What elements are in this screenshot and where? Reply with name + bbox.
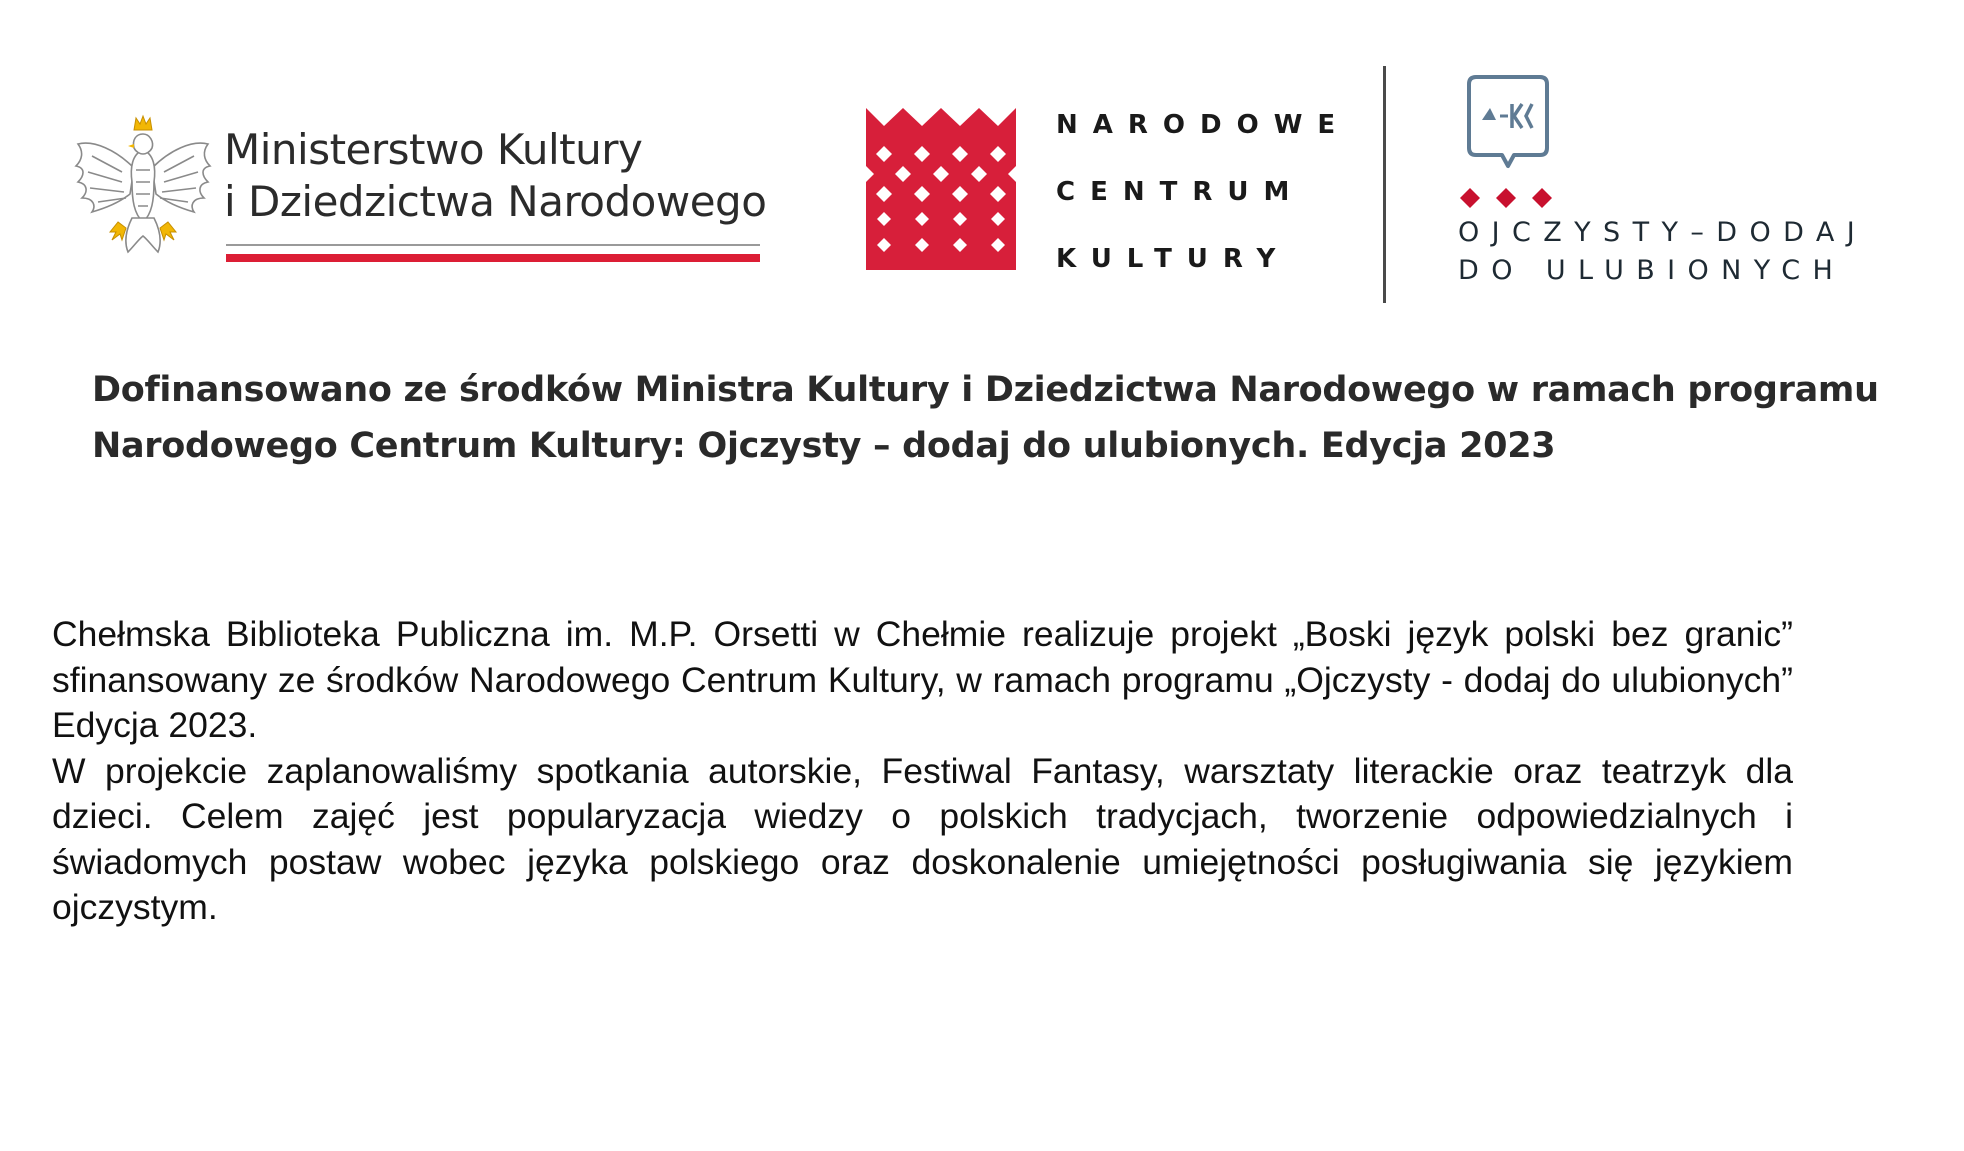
- project-description: [52, 612, 1793, 931]
- ministry-red-rule: [226, 254, 760, 262]
- ministry-logo: [72, 110, 772, 270]
- logo-bar: [0, 0, 1964, 330]
- ojczysty-line1: OJCZYSTY–DODAJ: [1458, 217, 1868, 248]
- ojczysty-line2: DO ULUBIONYCH: [1458, 255, 1846, 286]
- nck-logo: [866, 108, 1351, 278]
- ojczysty-logo: [1458, 74, 1938, 294]
- funding-line2: Narodowego Centrum Kultury: Ojczysty – dodaj do ulubionych. Edycja 2023: [92, 426, 1556, 466]
- nck-wordmark: [1056, 110, 1350, 311]
- ministry-name-line1: Ministerstwo Kultury: [224, 125, 643, 174]
- white-eagle-icon: [72, 110, 214, 260]
- nck-word-kultury: KULTURY: [1056, 244, 1291, 274]
- red-diamonds-icon: [1458, 184, 1568, 214]
- ministry-grey-rule: [226, 244, 760, 246]
- funding-statement: [92, 362, 1932, 474]
- funding-line1: Dofinansowano ze środków Ministra Kultury i Dziedzictwa Narodowego w ramach programu: [92, 370, 1879, 410]
- description-paragraph-1: Chełmska Biblioteka Publiczna im. M.P. Orsetti w Chełmie realizuje projekt „Boski język polski bez granic” sfinansowany ze środków Narodowego Centrum Kultury, w ramach programu „Ojczysty - dodaj do ulubionych” Edycja 2023.: [52, 614, 1793, 745]
- speech-bubble-icon: [1466, 74, 1550, 170]
- nck-word-centrum: CENTRUM: [1056, 177, 1305, 207]
- ministry-name: [224, 124, 766, 228]
- nck-word-narodowe: NARODOWE: [1056, 110, 1351, 140]
- logo-divider: [1383, 66, 1386, 303]
- description-paragraph-2: W projekcie zaplanowaliśmy spotkania autorskie, Festiwal Fantasy, warsztaty literackie oraz teatrzyk dla dzieci. Celem zajęć jest popularyzacja wiedzy o polskich tradycjach, tworzenie odpowiedzialnych i świadomych postaw wobec języka polskiego oraz doskonalenie umiejętności posługiwania się językiem ojczystym.: [52, 750, 1793, 927]
- ministry-name-line2: i Dziedzictwa Narodowego: [224, 177, 767, 226]
- crown-pattern-icon: [866, 108, 1016, 270]
